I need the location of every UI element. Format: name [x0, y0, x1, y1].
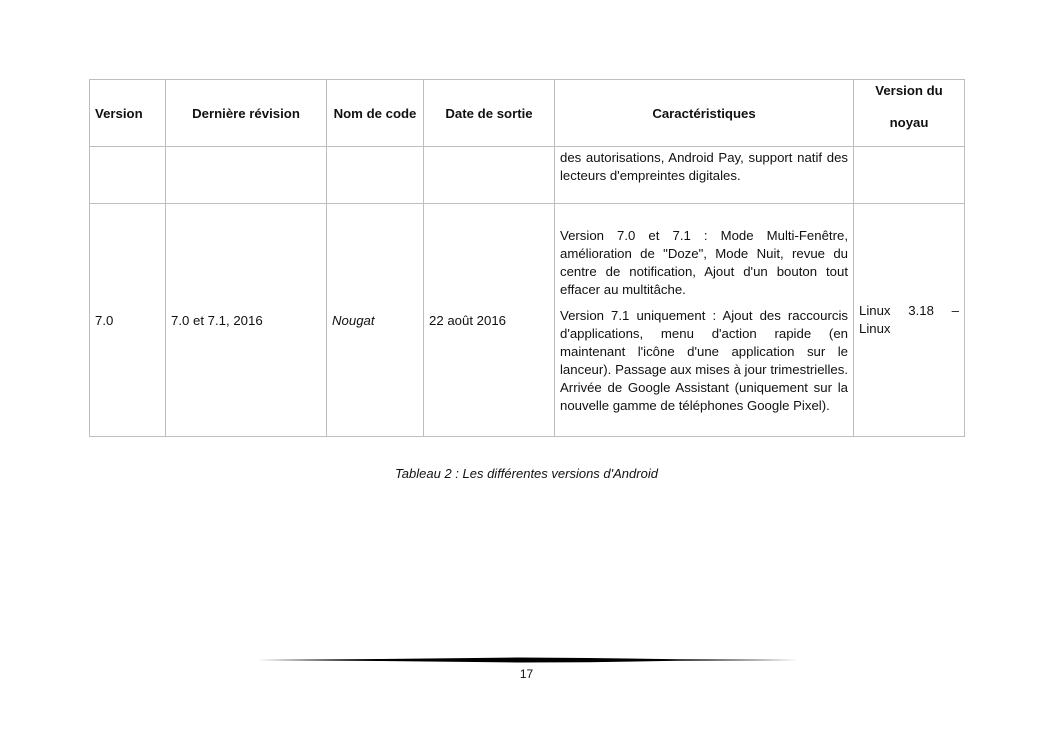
header-release-date: Date de sortie — [424, 80, 555, 147]
cell-release-date: 22 août 2016 — [424, 204, 555, 437]
header-last-revision: Dernière révision — [166, 80, 327, 147]
table-row — [90, 147, 965, 204]
cell-code-name — [327, 147, 424, 204]
header-version: Version — [90, 80, 166, 147]
cell-version: 7.0 — [90, 204, 166, 437]
cell-kernel — [854, 147, 965, 204]
header-kernel-line1: Version du — [875, 83, 943, 98]
kernel-number: 3.18 — [908, 303, 934, 318]
table-row — [90, 204, 965, 437]
footer-rule — [258, 655, 798, 665]
table-caption: Tableau 2 : Les différentes versions d'Android — [395, 466, 658, 481]
cell-kernel — [854, 204, 965, 437]
cell-features — [555, 204, 854, 437]
cell-version — [90, 147, 166, 204]
features-paragraph: des autorisations, Android Pay, support natif des lecteurs d'empreintes digitales. — [560, 150, 848, 183]
cell-features — [555, 147, 854, 204]
header-code-name: Nom de code — [327, 80, 424, 147]
kernel-line — [859, 302, 959, 320]
footer-rule-shape — [258, 658, 798, 663]
features-paragraph: Version 7.1 uniquement : Ajout des raccourcis d'applications, menu d'action rapide (en maintenant l'icône d'une application sur le lanceur). Passage aux mises à jour trimestrielles. Arrivée de Google Assistant (uniquement sur la nouvelle gamme de téléphones Google Pixel). — [560, 308, 848, 413]
android-versions-table — [89, 79, 965, 437]
kernel-os: Linux — [859, 303, 891, 318]
header-features: Caractéristiques — [555, 80, 854, 147]
cell-last-revision — [166, 147, 327, 204]
cell-release-date — [424, 147, 555, 204]
kernel-dash: – — [951, 303, 959, 318]
cell-code-name: Nougat — [327, 204, 424, 437]
table-header-row — [90, 80, 965, 147]
page-number: 17 — [519, 667, 534, 681]
header-kernel-version — [854, 80, 965, 147]
header-kernel-line2: noyau — [889, 115, 929, 130]
cell-last-revision: 7.0 et 7.1, 2016 — [166, 204, 327, 437]
kernel-os-line2: Linux — [859, 321, 891, 336]
features-paragraph: Version 7.0 et 7.1 : Mode Multi-Fenêtre, amélioration de "Doze", Mode Nuit, revue du centre de notification, Ajout d'un bouton tout effacer au multitâche. — [560, 228, 848, 297]
